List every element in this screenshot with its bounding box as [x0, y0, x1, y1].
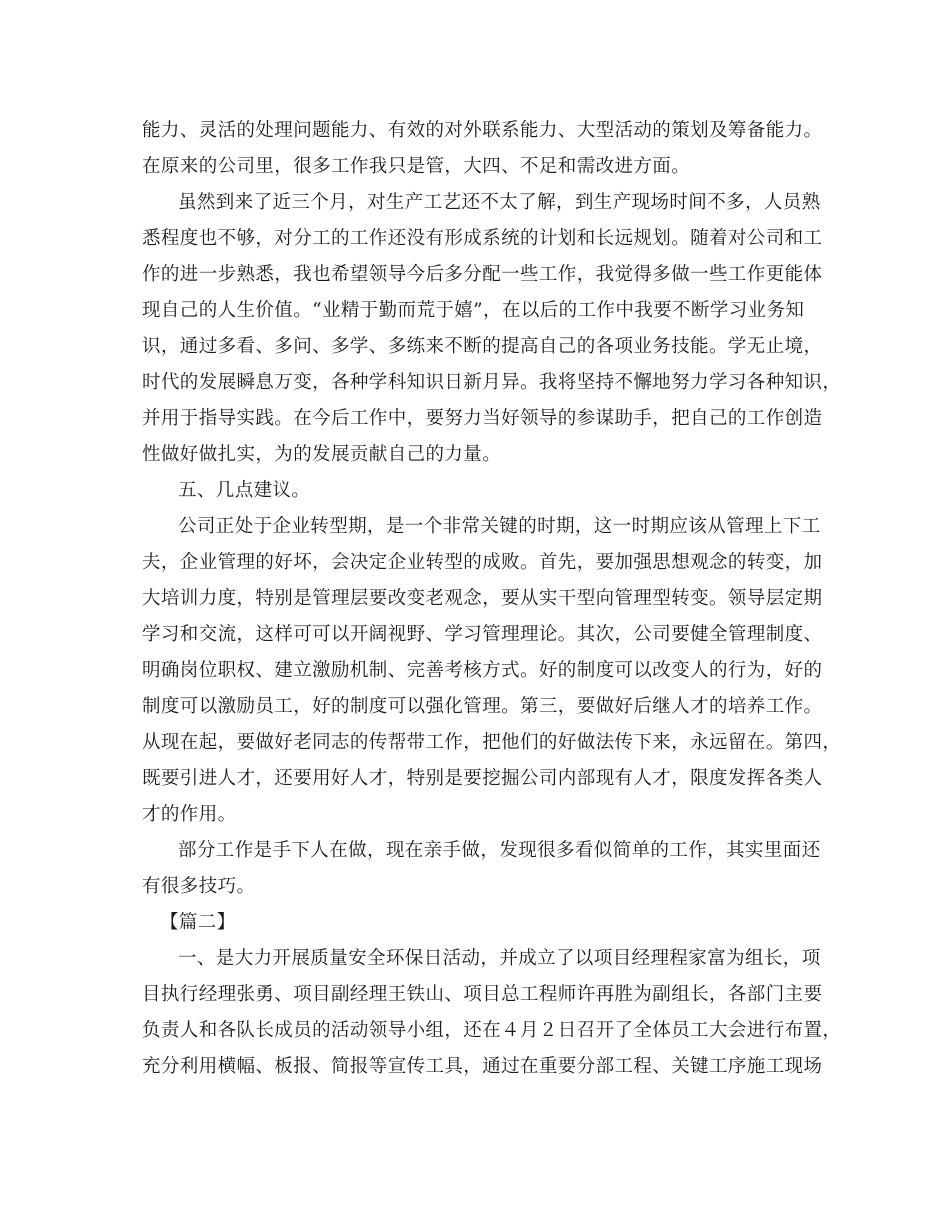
text-line: 目执行经理张勇、项目副经理王铁山、项目总工程师许再胜为副组长，各部门主要: [142, 984, 823, 1005]
text-line: 负责人和各队长成员的活动领导小组，还在４月２日召开了全体员工大会进行布置，: [142, 1020, 842, 1041]
text-line: 夫，企业管理的好坏，会决定企业转型的成败。首先，要加强思想观念的转变，加: [142, 552, 823, 573]
text-line: 并用于指导实践。在今后工作中，要努力当好领导的参谋助手，把自己的工作创造: [142, 408, 823, 429]
text-line: 能力、灵活的处理问题能力、有效的对外联系能力、大型活动的策划及筹备能力。: [142, 120, 823, 141]
section-heading: 五、几点建议。: [178, 480, 311, 501]
text-line: 悉程度也不够，对分工的工作还没有形成系统的计划和长远规划。随着对公司和工: [142, 228, 823, 249]
text-line: 性做好做扎实，为的发展贡献自己的力量。: [142, 444, 502, 465]
text-line: 既要引进人才，还要用好人才，特别是要挖掘公司内部现有人才，限度发挥各类人: [142, 768, 823, 789]
paragraph-start: 一、是大力开展质量安全环保日活动，并成立了以项目经理程家富为组长，项: [178, 948, 821, 969]
text-line: 现自己的人生价值。“业精于勤而荒于嬉”，在以后的工作中我要不断学习业务知: [142, 300, 805, 321]
text-line: 明确岗位职权、建立激励机制、完善考核方式。好的制度可以改变人的行为，好的: [142, 660, 823, 681]
section-title: 【篇二】: [160, 912, 236, 933]
text-line: 学习和交流，这样可可以开阔视野、学习管理理论。其次，公司要健全管理制度、: [142, 624, 823, 645]
text-line: 时代的发展瞬息万变，各种学科知识日新月异。我将坚持不懈地努力学习各种知识，: [142, 372, 842, 393]
text-line: 大培训力度，特别是管理层要改变老观念，要从实干型向管理型转变。领导层定期: [142, 588, 823, 609]
paragraph-start: 公司正处于企业转型期，是一个非常关键的时期，这一时期应该从管理上下工: [178, 516, 821, 537]
text-line: 作的进一步熟悉，我也希望领导今后多分配一些工作，我觉得多做一些工作更能体: [142, 264, 823, 285]
text-line: 识，通过多看、多问、多学、多练来不断的提高自己的各项业务技能。学无止境，: [142, 336, 823, 357]
text-line: 在原来的公司里，很多工作我只是管，大四、不足和需改进方面。: [142, 156, 691, 177]
text-line: 充分利用横幅、板报、简报等宣传工具，通过在重要分部工程、关键工序施工现场: [142, 1056, 823, 1077]
text-line: 有很多技巧。: [142, 876, 256, 897]
text-line: 从现在起，要做好老同志的传帮带工作，把他们的好做法传下来，永远留在。第四，: [142, 732, 842, 753]
paragraph-start: 虽然到来了近三个月，对生产工艺还不太了解，到生产现场时间不多，人员熟: [178, 192, 821, 213]
paragraph-start: 部分工作是手下人在做，现在亲手做，发现很多看似简单的工作，其实里面还: [178, 840, 821, 861]
text-line: 才的作用。: [142, 804, 237, 825]
text-line: 制度可以激励员工，好的制度可以强化管理。第三，要做好后继人才的培养工作。: [142, 696, 823, 717]
